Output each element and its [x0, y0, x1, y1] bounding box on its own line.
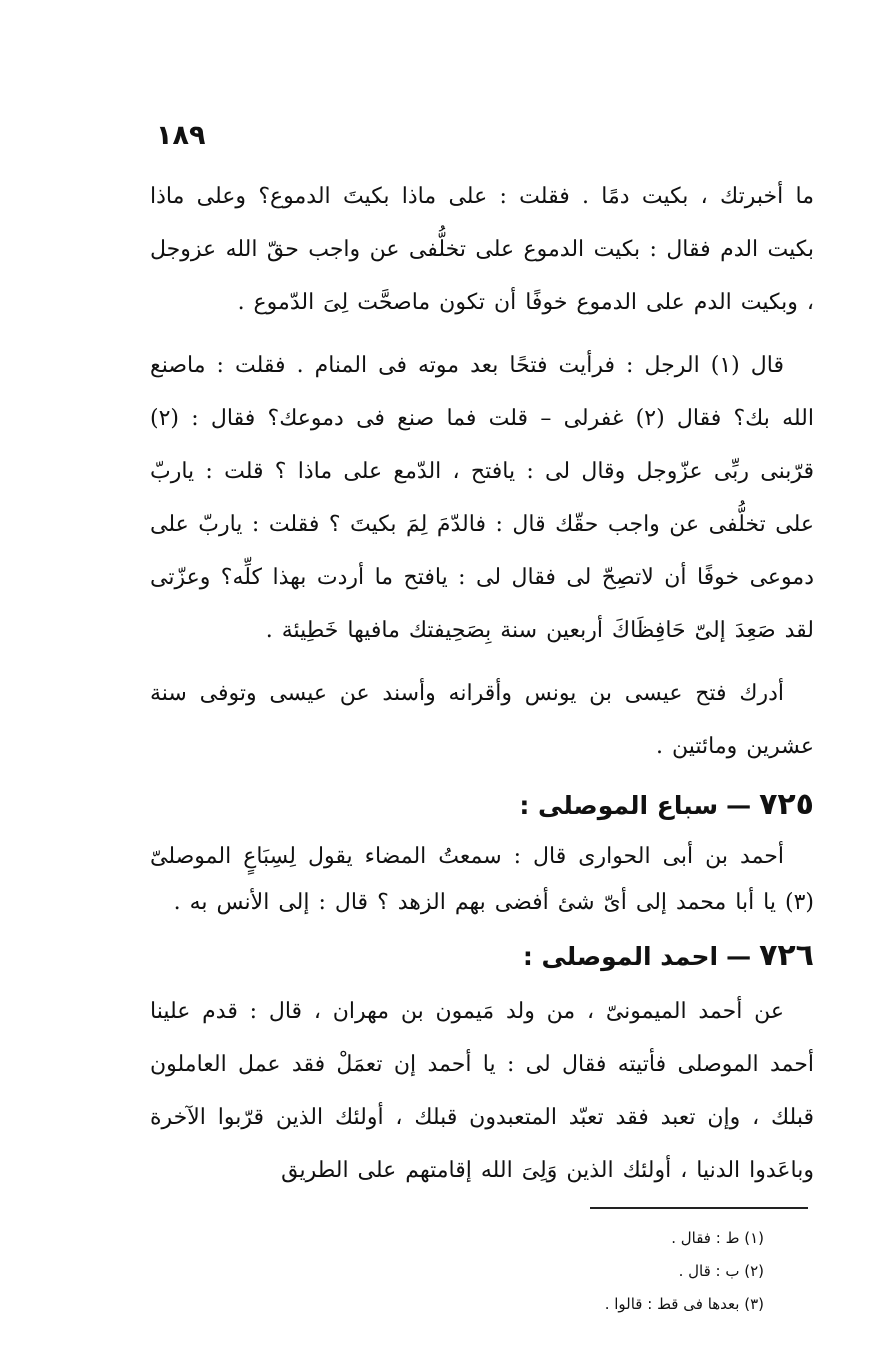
paragraph-2: قال (١) الرجل : فرأيت فتحًا بعد موته فى المنام . فقلت : ماصنع الله بك؟ فقال (٢) غفرلى – قلت فما صنع فى دموعك؟ فقال : (٢) قرّبنى ربِّى عزّوجل وقال لى : يافتح ، الدّمع على ماذا ؟ قلت : ياربّ على تخلُّفى عن واجب حقّك قال : فالدّمَ لِمَ بكيتَ ؟ فقلت : ياربّ على دموعى خوفًا أن لاتصِحّ لى فقال لى : يافتح ما أردت بهذا كلِّه؟ وعزّتى لقد صَعِدَ إلىّ حَافِظَاكَ أربعين سنة بِصَحِيفتك مافيها خَطِيئة .	[150, 353, 815, 643]
entry-heading-726	[150, 934, 814, 979]
paragraph-3: أدرك فتح عيسى بن يونس وأقرانه وأسند عن عيسى وتوفى سنة عشرين ومائتين .	[150, 681, 814, 759]
entry-dash: —	[726, 942, 752, 971]
page-number: ١٨٩	[156, 120, 206, 151]
footnote-1: (١) ط : فقال .	[671, 1229, 764, 1247]
entry-number: ٧٢٥	[759, 787, 814, 822]
footnote-3: (٣) بعدها فى قط : قالوا .	[604, 1295, 764, 1313]
entry-heading-725	[150, 783, 814, 828]
paragraph-1: ما أخبرتك ، بكيت دمًا . فقلت : على ماذا بكيتَ الدموع؟ وعلى ماذا بكيت الدم فقال : بكيت الدموع على تخلُّفى عن واجب حقّ الله عزوجل ، وبكيت الدم على الدموع خوفًا أن تكون ماصحَّت لِىَ الدّموع .	[150, 184, 814, 315]
entry-title: احمد الموصلى :	[522, 942, 719, 971]
footnote-divider	[590, 1207, 808, 1209]
entry-number: ٧٢٦	[759, 938, 814, 973]
entry-title: سباع الموصلى :	[519, 791, 719, 820]
footnote-2: (٢) ب : قال .	[678, 1262, 764, 1280]
entry-text-726: عن أحمد الميمونىّ ، من ولد مَيمون بن مهران ، قال : قدم علينا أحمد الموصلى فأتيته فقال لى : يا أحمد إن تعمَلْ فقد عمل العاملون قبلك ، وإن تعبد فقد تعبّد المتعبدون قبلك ، أولئك الذين قرّبوا الآخرة وباعَدوا الدنيا ، أولئك الذين وَلِىَ الله إقامتهم على الطريق	[150, 999, 814, 1183]
footnotes	[605, 1222, 764, 1321]
main-text	[150, 170, 814, 1207]
entry-dash: —	[726, 791, 752, 820]
entry-text-725: أحمد بن أبى الحوارى قال : سمعتُ المضاء يقول لِسِبَاعٍ الموصلىّ (٣) يا أبا محمد إلى أىّ شئ أفضى بهم الزهد ؟ قال : إلى الأنس به .	[150, 844, 814, 915]
